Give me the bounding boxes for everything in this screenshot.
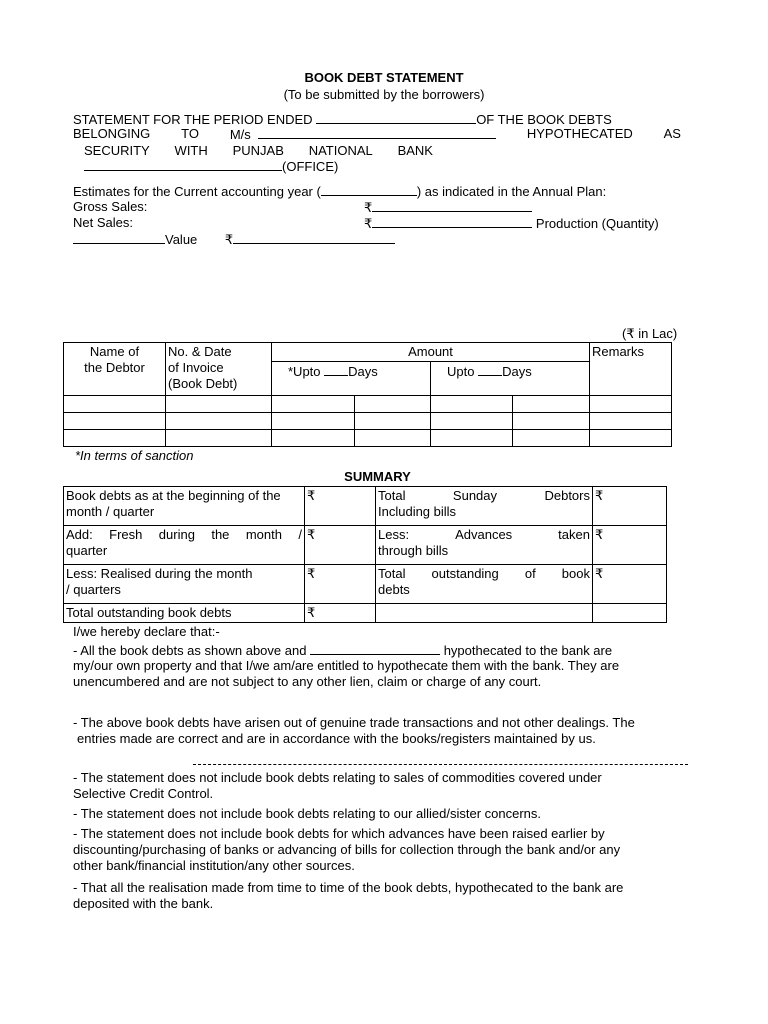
table-cell[interactable] <box>590 413 672 430</box>
upto-label: Upto <box>447 364 479 379</box>
accounting-year-field[interactable] <box>321 183 417 196</box>
estimates-label-a: Estimates for the Current accounting year ( <box>73 184 321 199</box>
declaration-p6-line2: deposited with the bank. <box>73 896 214 911</box>
word: during <box>158 527 195 542</box>
declaration-p5-line1: - The statement does not include book debts for which advances have been raised earlier by <box>73 826 605 841</box>
national-label: NATIONAL <box>308 143 373 158</box>
statement-book-debts-label: OF THE BOOK DEBTS <box>476 112 612 127</box>
summary-label-total-book-debts: Total outstanding book debts <box>64 604 305 623</box>
statement-period-label: STATEMENT FOR THE PERIOD ENDED <box>73 112 313 127</box>
word: Total <box>378 488 406 503</box>
summary-value-sundry-debtors[interactable] <box>593 487 667 526</box>
word: Advances <box>455 527 513 542</box>
days-label: Days <box>348 364 378 379</box>
rupee-symbol: ₹ <box>595 566 604 581</box>
gross-sales-label: Gross Sales: <box>73 199 148 214</box>
table-cell[interactable] <box>355 413 431 430</box>
days-label: Days <box>502 364 532 379</box>
word: outstanding <box>431 566 499 581</box>
value-label: Value <box>165 232 198 247</box>
table-cell[interactable] <box>431 430 513 447</box>
declaration-party-field[interactable] <box>310 642 440 655</box>
statement-line-3 <box>84 143 433 159</box>
net-sales-row <box>364 215 659 232</box>
summary-row <box>64 526 667 565</box>
word: book <box>561 566 590 581</box>
word: Sunday <box>452 488 498 503</box>
rupee-symbol: ₹ <box>307 488 316 503</box>
bank-label: BANK <box>397 143 433 158</box>
summary-empty-cell <box>376 604 593 623</box>
net-sales-label: Net Sales: <box>73 215 133 230</box>
footnote: *In terms of sanction <box>75 448 194 463</box>
header-amount: Amount <box>272 343 590 362</box>
summary-label-opening: Book debts as at the beginning of the month / quarter <box>64 487 305 526</box>
declaration-p4: - The statement does not include book debts relating to our allied/sister concerns. <box>73 806 542 821</box>
with-label: WITH <box>174 143 208 158</box>
word: of <box>524 566 536 581</box>
rupee-symbol: ₹ <box>364 200 373 215</box>
declaration-p2-line1: - The above book debts have arisen out of genuine trade transactions and not other dealings. The <box>73 715 635 730</box>
table-cell[interactable] <box>64 430 166 447</box>
table-cell[interactable] <box>272 396 355 413</box>
word: through bills <box>378 543 449 558</box>
summary-value-opening[interactable] <box>305 487 376 526</box>
period-ended-field[interactable] <box>316 111 476 124</box>
word: taken <box>558 527 590 542</box>
value-field[interactable] <box>233 231 395 244</box>
statement-line-2 <box>73 126 681 143</box>
summary-value-total-book-debts[interactable] <box>305 604 376 623</box>
table-cell[interactable] <box>272 430 355 447</box>
summary-row <box>64 565 667 604</box>
estimates-line <box>73 183 606 200</box>
rupee-symbol: ₹ <box>364 216 373 231</box>
summary-label-total-outstanding <box>376 565 593 604</box>
word: Add: <box>66 527 93 542</box>
word: Less: <box>378 527 410 542</box>
rupee-symbol: ₹ <box>595 527 604 542</box>
estimates-label-b: ) as indicated in the Annual Plan: <box>416 184 607 199</box>
declaration-text: hypothecated to the bank are <box>443 643 613 658</box>
header-remarks: Remarks <box>590 343 672 396</box>
summary-label-realised <box>64 565 305 604</box>
table-cell[interactable] <box>166 430 272 447</box>
table-cell[interactable] <box>513 396 590 413</box>
word: the <box>211 527 230 542</box>
table-cell[interactable] <box>355 430 431 447</box>
units-note: (₹ in Lac) <box>622 326 678 341</box>
as-label: AS <box>663 126 681 141</box>
document-subtitle: (To be submitted by the borrowers) <box>283 87 485 102</box>
summary-table <box>63 486 667 623</box>
upto-label: *Upto <box>288 364 325 379</box>
table-cell[interactable] <box>355 396 431 413</box>
summary-row <box>64 604 667 623</box>
declaration-p5-line2: discounting/purchasing of banks or advancing of bills for collection through the bank and/or any <box>73 842 621 857</box>
document-title: BOOK DEBT STATEMENT <box>304 70 464 85</box>
word: Total <box>378 566 406 581</box>
punjab-label: PUNJAB <box>232 143 284 158</box>
summary-value-fresh[interactable] <box>305 526 376 565</box>
table-row <box>64 396 672 413</box>
production-quantity-label: Production (Quantity) <box>535 216 659 231</box>
word: Fresh <box>109 527 143 542</box>
declaration-p3-line2: Selective Credit Control. <box>73 786 214 801</box>
table-row <box>64 413 672 430</box>
declaration-p5-line3: other bank/financial institution/any other sources. <box>73 858 355 873</box>
declaration-p1-line2: my/our own property and that I/we am/are entitled to hypothecate them with the bank. They are <box>73 658 620 673</box>
gross-sales-field[interactable] <box>372 199 532 212</box>
summary-value-advances[interactable] <box>593 526 667 565</box>
rupee-symbol: ₹ <box>595 488 604 503</box>
table-cell[interactable] <box>431 413 513 430</box>
header-upto-days-2 <box>431 362 590 396</box>
rupee-symbol: ₹ <box>307 566 316 581</box>
statement-line-4 <box>84 158 338 175</box>
summary-empty-cell <box>593 604 667 623</box>
summary-row <box>64 487 667 526</box>
ms-label: M/s <box>229 127 251 142</box>
word: Less: Realised during the month <box>66 566 253 581</box>
office-field[interactable] <box>84 158 282 171</box>
table-cell[interactable] <box>166 413 272 430</box>
word: Debtors <box>544 488 590 503</box>
summary-value-total-outstanding[interactable] <box>593 565 667 604</box>
belonging-label: BELONGING <box>73 126 151 141</box>
rupee-symbol: ₹ <box>224 232 234 247</box>
word: Including bills <box>378 504 457 519</box>
book-debts-table <box>63 342 672 447</box>
gross-sales-row <box>364 199 532 216</box>
summary-label-fresh <box>64 526 305 565</box>
table-cell[interactable] <box>590 396 672 413</box>
declaration-intro: I/we hereby declare that:- <box>73 624 220 639</box>
table-cell[interactable] <box>431 396 513 413</box>
table-row <box>64 430 672 447</box>
header-debtor-name: Name of the Debtor <box>64 343 166 396</box>
declaration-p1-line1 <box>73 642 612 659</box>
word: / <box>298 527 302 542</box>
table-cell[interactable] <box>64 413 166 430</box>
declaration-text: - All the book debts as shown above and <box>73 643 307 658</box>
declaration-p1-line3: unencumbered and are not subject to any other lien, claim or charge of any court. <box>73 674 542 689</box>
declaration-p2-line2: entries made are correct and are in accordance with the books/registers maintained by us. <box>77 731 596 746</box>
summary-label-sundry-debtors <box>376 487 593 526</box>
declaration-p3-line1: - The statement does not include book debts relating to sales of commodities covered under <box>73 770 602 785</box>
value-row <box>73 231 395 248</box>
production-quantity-field[interactable] <box>73 231 165 244</box>
summary-title: SUMMARY <box>344 469 411 484</box>
table-cell[interactable] <box>590 430 672 447</box>
table-cell[interactable] <box>166 396 272 413</box>
table-cell[interactable] <box>513 430 590 447</box>
word: month <box>245 527 282 542</box>
dashed-separator <box>193 764 688 765</box>
security-label: SECURITY <box>84 143 150 158</box>
rupee-symbol: ₹ <box>307 605 316 620</box>
header-invoice: No. & Date of Invoice (Book Debt) <box>166 343 272 396</box>
borrower-name-field[interactable] <box>258 126 496 139</box>
summary-value-realised[interactable] <box>305 565 376 604</box>
header-upto-days-1 <box>272 362 431 396</box>
table-cell[interactable] <box>513 413 590 430</box>
to-label: TO <box>181 126 199 141</box>
ms-group <box>230 126 496 143</box>
declaration-p6-line1: - That all the realisation made from time to time of the book debts, hypothecated to the bank are <box>73 880 624 895</box>
word: / quarters <box>66 582 121 597</box>
rupee-symbol: ₹ <box>307 527 316 542</box>
word: debts <box>378 582 410 597</box>
upto-days-field-2[interactable] <box>478 363 502 376</box>
upto-days-field-1[interactable] <box>324 363 348 376</box>
word: quarter <box>66 543 108 558</box>
office-label: (OFFICE) <box>282 159 339 174</box>
table-cell[interactable] <box>64 396 166 413</box>
net-sales-field[interactable] <box>372 215 532 228</box>
table-cell[interactable] <box>272 413 355 430</box>
hypothecated-label: HYPOTHECATED <box>526 126 633 141</box>
summary-label-advances <box>376 526 593 565</box>
